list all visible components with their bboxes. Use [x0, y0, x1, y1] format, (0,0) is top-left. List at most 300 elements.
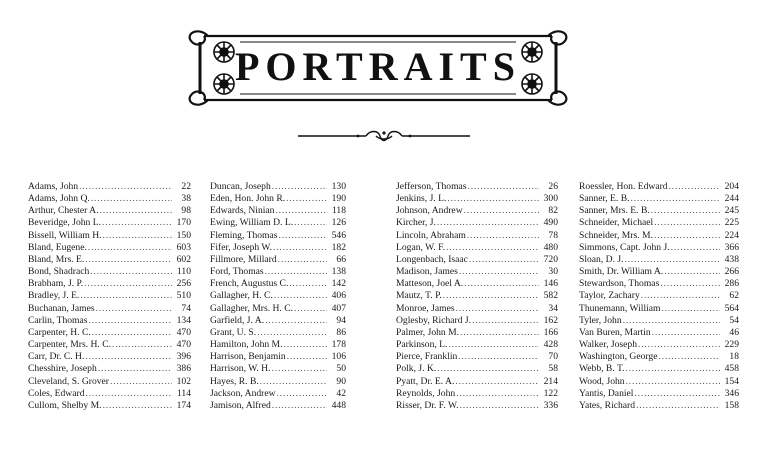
- dot-leader: [265, 315, 327, 327]
- page-title: PORTRAITS: [235, 44, 521, 89]
- entry-page-number: 30: [548, 266, 558, 278]
- dot-leader: [469, 254, 539, 266]
- dot-leader: [654, 230, 720, 242]
- index-entry: [579, 303, 739, 315]
- entry-name: Gallagher, Mrs. H. C.: [210, 302, 294, 314]
- index-entry: [28, 327, 191, 339]
- entry-name: Carlin, Thomas: [28, 314, 88, 326]
- index-entry: [396, 266, 558, 278]
- entry-name: Carr, Dr. C. H.: [28, 351, 85, 363]
- dot-leader: [459, 266, 539, 278]
- index-entry: [579, 230, 739, 242]
- entry-page-number: 470: [176, 339, 191, 351]
- dot-leader: [274, 290, 327, 302]
- entry-name: Coles, Edward: [28, 387, 85, 399]
- dot-leader: [287, 351, 327, 363]
- dot-leader: [447, 193, 539, 205]
- entry-page-number: 178: [331, 339, 346, 351]
- dot-leader: [456, 303, 539, 315]
- index-entry: [396, 181, 558, 193]
- entry-page-number: 458: [724, 363, 739, 375]
- index-entry: [396, 351, 558, 363]
- dot-leader: [662, 303, 721, 315]
- entry-name: Beveridge, John L.: [28, 217, 102, 229]
- entry-name: Taylor, Zachary: [579, 290, 640, 302]
- entry-name: Buchanan, James: [28, 302, 95, 314]
- entry-page-number: 122: [543, 387, 558, 399]
- entry-page-number: 346: [724, 387, 739, 399]
- dot-leader: [468, 181, 539, 193]
- entry-name: Lincoln, Abraham: [396, 229, 466, 241]
- index-entry: [210, 205, 346, 217]
- dot-leader: [631, 193, 720, 205]
- index-entry: [579, 290, 739, 302]
- dot-leader: [654, 217, 720, 229]
- entry-page-number: 86: [336, 326, 346, 338]
- entry-name: Ewing, William D. L.: [210, 217, 294, 229]
- entry-page-number: 720: [543, 253, 558, 265]
- entry-page-number: 94: [336, 314, 346, 326]
- index-entry: [579, 181, 739, 193]
- dot-leader: [625, 254, 720, 266]
- index-entry: [579, 266, 739, 278]
- entry-page-number: 224: [724, 229, 739, 241]
- dot-leader: [458, 351, 539, 363]
- entry-name: Chesshire, Joseph: [28, 363, 97, 375]
- entry-page-number: 114: [176, 387, 191, 399]
- entry-name: Simmons, Capt. John J.: [579, 241, 670, 253]
- entry-page-number: 286: [724, 278, 739, 290]
- index-entry: [579, 242, 739, 254]
- index-entry: [28, 254, 191, 266]
- index-entry: [210, 363, 346, 375]
- index-entry: [210, 327, 346, 339]
- dot-leader: [112, 339, 172, 351]
- index-column-2: [210, 181, 346, 412]
- entry-page-number: 170: [176, 217, 191, 229]
- index-entry: [210, 388, 346, 400]
- index-entry: [579, 315, 739, 327]
- entry-name: Adams, John: [28, 181, 79, 192]
- entry-name: French, Augustus C.: [210, 278, 289, 290]
- index-entry: [396, 217, 558, 229]
- dot-leader: [636, 400, 720, 412]
- dot-leader: [437, 217, 539, 229]
- index-entry: [579, 254, 739, 266]
- index-entry: [210, 242, 346, 254]
- entry-name: Kircher, J.: [396, 217, 436, 229]
- index-entry: [210, 193, 346, 205]
- dot-leader: [85, 254, 172, 266]
- dot-leader: [103, 400, 172, 412]
- entry-page-number: 396: [176, 351, 191, 363]
- entry-page-number: 150: [176, 229, 191, 241]
- entry-page-number: 34: [548, 302, 558, 314]
- dot-leader: [658, 351, 720, 363]
- entry-page-number: 214: [543, 375, 558, 387]
- entry-page-number: 130: [331, 181, 346, 192]
- entry-page-number: 106: [331, 351, 346, 363]
- index-entry: [396, 376, 558, 388]
- index-entry: [210, 290, 346, 302]
- dot-leader: [272, 363, 328, 375]
- entry-page-number: 564: [724, 302, 739, 314]
- entry-name: Webb, B. T.: [579, 363, 625, 375]
- index-column-4: [579, 181, 739, 412]
- index-entry: [396, 363, 558, 375]
- entry-name: Mautz, T. P.: [396, 290, 442, 302]
- entry-name: Fillmore, Millard: [210, 253, 277, 265]
- dot-leader: [265, 266, 327, 278]
- entry-name: Van Buren, Martin: [579, 326, 651, 338]
- index-entry: [28, 400, 191, 412]
- entry-name: Stewardson, Thomas: [579, 278, 660, 290]
- dot-leader: [456, 388, 539, 400]
- index-entry: [28, 193, 191, 205]
- entry-name: Ford, Thomas: [210, 266, 264, 278]
- index-entry: [28, 376, 191, 388]
- entry-page-number: 480: [543, 241, 558, 253]
- entry-page-number: 138: [331, 266, 346, 278]
- entry-page-number: 174: [176, 399, 191, 411]
- entry-page-number: 603: [176, 241, 191, 253]
- entry-name: Polk, J. K.: [396, 363, 437, 375]
- entry-page-number: 78: [548, 229, 558, 241]
- dot-leader: [85, 351, 172, 363]
- entry-page-number: 582: [543, 290, 558, 302]
- entry-name: Edwards, Ninian: [210, 205, 275, 217]
- dot-leader: [669, 181, 720, 193]
- index-entry: [28, 242, 191, 254]
- entry-page-number: 66: [336, 253, 346, 265]
- dot-leader: [623, 315, 720, 327]
- entry-name: Grant, U. S.: [210, 326, 257, 338]
- index-entry: [28, 363, 191, 375]
- entry-name: Wood, John: [579, 375, 625, 387]
- dot-leader: [651, 205, 720, 217]
- entry-page-number: 407: [331, 302, 346, 314]
- entry-name: Parkinson, L.: [396, 339, 448, 351]
- dot-leader: [98, 363, 172, 375]
- index-column-3: [396, 181, 558, 412]
- entry-name: Roessler, Hon. Edward: [579, 181, 668, 192]
- dot-leader: [626, 376, 720, 388]
- entry-page-number: 154: [724, 375, 739, 387]
- entry-name: Thunemann, William: [579, 302, 661, 314]
- entry-page-number: 70: [548, 351, 558, 363]
- entry-name: Bland, Eugene.: [28, 241, 87, 253]
- index-entry: [396, 242, 558, 254]
- entry-name: Pierce, Franklin: [396, 351, 458, 363]
- entry-page-number: 510: [176, 290, 191, 302]
- entry-page-number: 98: [181, 205, 191, 217]
- entry-page-number: 62: [729, 290, 739, 302]
- entry-name: Tyler, John: [579, 314, 622, 326]
- entry-page-number: 336: [543, 399, 558, 411]
- title-banner: [178, 22, 578, 114]
- entry-page-number: 266: [724, 266, 739, 278]
- index-column-1: [28, 181, 191, 412]
- entry-page-number: 118: [331, 205, 346, 217]
- dot-leader: [638, 339, 720, 351]
- dot-leader: [294, 303, 327, 315]
- entry-page-number: 470: [176, 326, 191, 338]
- entry-name: Oglesby, Richard J.: [396, 314, 472, 326]
- index-entry: [396, 193, 558, 205]
- entry-page-number: 182: [331, 241, 346, 253]
- entry-name: Bissell, William H.: [28, 229, 102, 241]
- index-entry: [396, 278, 558, 290]
- dot-leader: [664, 266, 720, 278]
- entry-name: Jefferson, Thomas: [396, 181, 467, 192]
- index-entry: [579, 351, 739, 363]
- entry-name: Washington, George: [579, 351, 658, 363]
- entry-name: Sanner, E. B.: [579, 193, 630, 205]
- entry-page-number: 162: [543, 314, 558, 326]
- entry-page-number: 438: [724, 253, 739, 265]
- index-entry: [579, 327, 739, 339]
- entry-page-number: 366: [724, 241, 739, 253]
- dot-leader: [260, 376, 327, 388]
- entry-page-number: 190: [331, 193, 346, 205]
- index-entry: [28, 315, 191, 327]
- entry-page-number: 602: [176, 253, 191, 265]
- entry-name: Cullom, Shelby M.: [28, 399, 102, 411]
- entry-name: Jackson, Andrew: [210, 387, 276, 399]
- entry-name: Hamilton, John M.: [210, 339, 283, 351]
- entry-name: Longenbach, Isaac: [396, 253, 468, 265]
- index-entry: [396, 315, 558, 327]
- index-entry: [396, 290, 558, 302]
- entry-page-number: 244: [724, 193, 739, 205]
- entry-page-number: 448: [331, 399, 346, 411]
- index-entry: [28, 217, 191, 229]
- dot-leader: [275, 205, 327, 217]
- dot-leader: [464, 205, 539, 217]
- entry-page-number: 134: [176, 314, 191, 326]
- entry-page-number: 18: [729, 351, 739, 363]
- dot-leader: [289, 278, 327, 290]
- index-entry: [210, 278, 346, 290]
- dot-leader: [626, 363, 720, 375]
- index-entry: [210, 230, 346, 242]
- entry-name: Fifer, Joseph W.: [210, 241, 272, 253]
- index-entry: [28, 388, 191, 400]
- dot-leader: [91, 193, 172, 205]
- entry-page-number: 428: [543, 339, 558, 351]
- entry-name: Jenkins, J. L.: [396, 193, 447, 205]
- entry-name: Fleming, Thomas: [210, 229, 278, 241]
- dot-leader: [257, 327, 327, 339]
- index-entry: [28, 290, 191, 302]
- entry-page-number: 166: [543, 326, 558, 338]
- index-entry: [28, 339, 191, 351]
- ornamental-divider-icon: [296, 129, 472, 143]
- index-entry: [28, 351, 191, 363]
- entry-page-number: 245: [724, 205, 739, 217]
- dot-leader: [273, 242, 327, 254]
- entry-name: Bradley, J. E.: [28, 290, 80, 302]
- dot-leader: [652, 327, 720, 339]
- dot-leader: [96, 303, 172, 315]
- dot-leader: [92, 327, 172, 339]
- index-entry: [28, 266, 191, 278]
- entry-page-number: 90: [336, 375, 346, 387]
- index-entry: [210, 315, 346, 327]
- dot-leader: [443, 290, 539, 302]
- entry-name: Carpenter, H. C.: [28, 326, 91, 338]
- entry-page-number: 158: [724, 399, 739, 411]
- index-entry: [396, 339, 558, 351]
- dot-leader: [272, 181, 327, 193]
- entry-name: Bland, Mrs. E.: [28, 253, 85, 265]
- dot-leader: [460, 400, 539, 412]
- index-entry: [579, 205, 739, 217]
- entry-name: Gallagher, H. C.: [210, 290, 273, 302]
- index-entry: [396, 230, 558, 242]
- index-entry: [579, 400, 739, 412]
- entry-page-number: 142: [331, 278, 346, 290]
- index-entry: [210, 400, 346, 412]
- dot-leader: [660, 278, 720, 290]
- index-entry: [396, 400, 558, 412]
- entry-page-number: 126: [331, 217, 346, 229]
- entry-page-number: 386: [176, 363, 191, 375]
- dot-leader: [89, 315, 172, 327]
- entry-name: Pyatt, Dr. E. A.: [396, 375, 455, 387]
- entry-name: Yates, Richard: [579, 399, 636, 411]
- index-entry: [210, 376, 346, 388]
- dot-leader: [284, 339, 328, 351]
- dot-leader: [86, 388, 173, 400]
- entry-name: Jamison, Alfred: [210, 399, 271, 411]
- entry-name: Sloan, D. J.: [579, 253, 624, 265]
- entry-name: Matteson, Joel A.: [396, 278, 464, 290]
- entry-page-number: 58: [548, 363, 558, 375]
- dot-leader: [448, 339, 539, 351]
- dot-leader: [102, 217, 172, 229]
- dot-leader: [455, 376, 539, 388]
- dot-leader: [460, 327, 539, 339]
- dot-leader: [272, 400, 327, 412]
- dot-leader: [80, 290, 172, 302]
- index-entry: [210, 339, 346, 351]
- dot-leader: [90, 266, 172, 278]
- entry-page-number: 256: [176, 278, 191, 290]
- entry-name: Yantis, Daniel: [579, 387, 634, 399]
- index-entry: [396, 205, 558, 217]
- dot-leader: [100, 205, 173, 217]
- index-entry: [28, 205, 191, 217]
- entry-page-number: 26: [548, 181, 558, 192]
- index-entry: [396, 303, 558, 315]
- dot-leader: [641, 290, 720, 302]
- entry-page-number: 74: [181, 302, 191, 314]
- entry-name: Madison, James: [396, 266, 458, 278]
- index-entry: [579, 388, 739, 400]
- index-entry: [396, 254, 558, 266]
- entry-name: Adams, John Q.: [28, 193, 90, 205]
- index-entry: [28, 278, 191, 290]
- index-entry: [210, 266, 346, 278]
- entry-page-number: 38: [181, 193, 191, 205]
- entry-name: Reynolds, John: [396, 387, 456, 399]
- entry-name: Palmer, John M.: [396, 326, 460, 338]
- dot-leader: [671, 242, 720, 254]
- entry-name: Johnson, Andrew: [396, 205, 463, 217]
- dot-leader: [277, 388, 327, 400]
- entry-name: Carpenter, Mrs. H. C.: [28, 339, 112, 351]
- index-entry: [396, 388, 558, 400]
- dot-leader: [103, 230, 172, 242]
- entry-name: Sanner, Mrs. E. B.: [579, 205, 650, 217]
- dot-leader: [279, 230, 327, 242]
- entry-page-number: 22: [181, 181, 191, 192]
- entry-page-number: 46: [729, 326, 739, 338]
- dot-leader: [464, 278, 539, 290]
- entry-page-number: 229: [724, 339, 739, 351]
- entry-page-number: 102: [176, 375, 191, 387]
- entry-page-number: 406: [331, 290, 346, 302]
- dot-leader: [88, 242, 172, 254]
- dot-leader: [634, 388, 720, 400]
- entry-name: Cleveland, S. Grover: [28, 375, 109, 387]
- entry-page-number: 82: [548, 205, 558, 217]
- entry-page-number: 54: [729, 314, 739, 326]
- index-entry: [210, 181, 346, 193]
- index-entry: [210, 217, 346, 229]
- entry-name: Walker, Joseph: [579, 339, 637, 351]
- entry-page-number: 204: [724, 181, 739, 192]
- entry-name: Monroe, James: [396, 302, 455, 314]
- entry-page-number: 490: [543, 217, 558, 229]
- dot-leader: [437, 363, 539, 375]
- index-entry: [28, 230, 191, 242]
- dot-leader: [286, 193, 327, 205]
- entry-page-number: 42: [336, 387, 346, 399]
- entry-name: Bond, Shadrach: [28, 266, 90, 278]
- entry-name: Harrison, Benjamin: [210, 351, 286, 363]
- index-entry: [579, 363, 739, 375]
- dot-leader: [278, 254, 327, 266]
- dot-leader: [84, 278, 172, 290]
- index-entry: [579, 193, 739, 205]
- entry-page-number: 146: [543, 278, 558, 290]
- index-entry: [579, 278, 739, 290]
- index-entry: [28, 181, 191, 193]
- index-entry: [579, 339, 739, 351]
- entry-name: Arthur, Chester A.: [28, 205, 99, 217]
- entry-page-number: 300: [543, 193, 558, 205]
- entry-name: Brabham, J. P.: [28, 278, 84, 290]
- dot-leader: [446, 242, 539, 254]
- dot-leader: [472, 315, 539, 327]
- entry-name: Harrison, W. H.: [210, 363, 271, 375]
- entry-name: Schneider, Michael: [579, 217, 654, 229]
- index-entry: [210, 254, 346, 266]
- index-entry: [396, 327, 558, 339]
- entry-name: Schneider, Mrs. M.: [579, 229, 653, 241]
- entry-page-number: 546: [331, 229, 346, 241]
- entry-name: Logan, W. F.: [396, 241, 446, 253]
- dot-leader: [294, 217, 327, 229]
- entry-page-number: 110: [176, 266, 191, 278]
- entry-page-number: 225: [724, 217, 739, 229]
- dot-leader: [79, 181, 172, 193]
- index-entry: [210, 351, 346, 363]
- index-entry: [579, 217, 739, 229]
- entry-name: Risser, Dr. F. W.: [396, 399, 459, 411]
